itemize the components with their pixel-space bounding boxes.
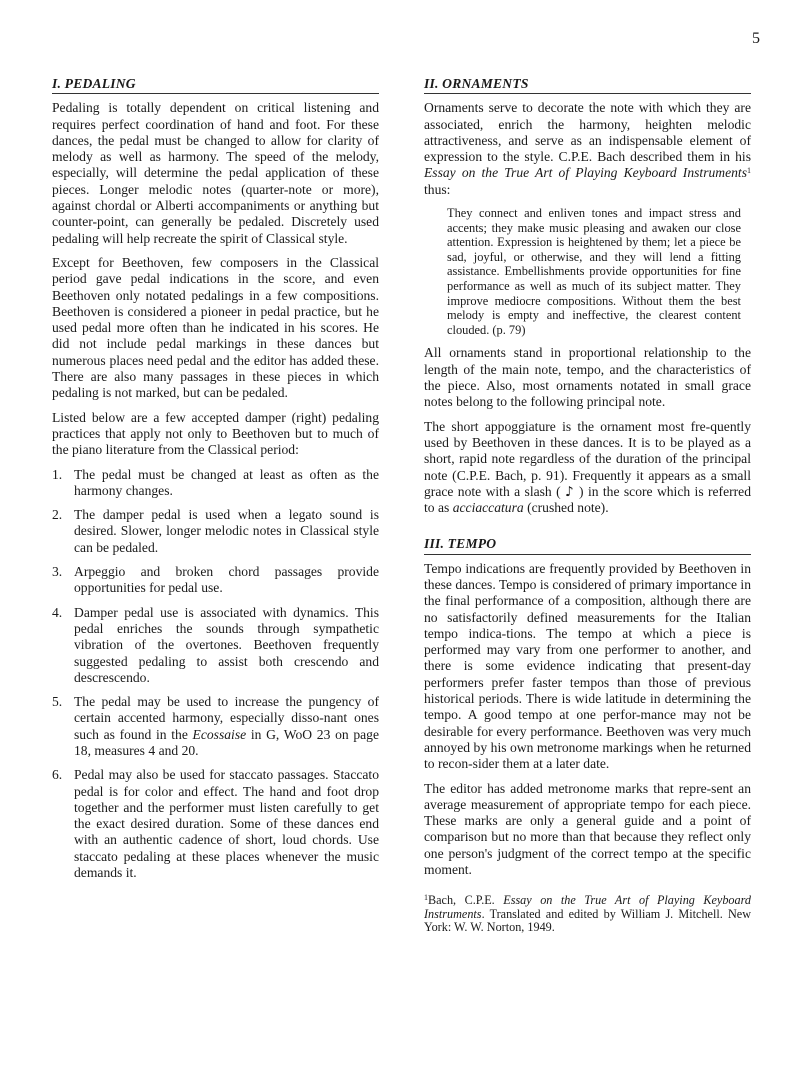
book-title: Essay on the True Art of Playing Keyboard Instruments bbox=[424, 165, 747, 181]
section-heading-pedaling: I. PEDALING bbox=[52, 76, 379, 94]
list-number: 3. bbox=[52, 564, 63, 580]
list-item bbox=[52, 507, 379, 556]
text-part: ) in the score which is referred to as bbox=[424, 483, 751, 516]
left-column bbox=[52, 76, 379, 889]
section-heading-tempo: III. TEMPO bbox=[424, 536, 751, 554]
grace-note-icon: ♪ bbox=[565, 483, 575, 500]
list-number: 4. bbox=[52, 604, 63, 620]
paragraph: Except for Beethoven, few composers in the Classical period gave pedal indications in the score, and even Beethoven only notated pedalings in a few compositions. Beethoven is considered a pioneer in pedal practice, but he used pedal more often than he indicated in his scores. He did not include pedal markings in these dances but numerous places need pedal and the editor has added these. There are also many passages in these pieces in which pedaling is not marked, but can be pedaled. bbox=[52, 254, 379, 401]
list-text: Pedal may also be used for staccato passages. Staccato pedal is for color and effect. The hand and foot drop together and the performer must listen carefully to get the exact desired duration. Some of these dances end with an authentic cadence of short, loud chords. Use staccato pedaling at these places whenever the music demands it. bbox=[74, 767, 379, 881]
text-part: The short appoggiature is the ornament most fre-quently used by Beethoven in these dances. It is to be played as a short, rapid note regardless of the duration of the principal note (C.P.E. Bach, p. 91). Frequently it appears as a small grace note with a slash ( bbox=[424, 418, 751, 499]
paragraph: Tempo indications are frequently provided by Beethoven in these dances. Tempo is considered of primary importance in the final performance of a composition, although there are no satisfactorily defined measurements for the Italian tempo indica-tions. The tempo at which a piece is performed may vary from one performer to another, and there is some evidence indicating that present-day performers prefer faster tempos than those of previous historical periods. There is wide latitude in determining the tempo. A good tempo at one perfor-mance may not be desirable for every performance. Beethoven was very much annoyed by his own metronome markings when he returned to recon-sider them at a later date. bbox=[424, 560, 751, 772]
text-part: thus: bbox=[424, 181, 451, 197]
text-part: Ornaments serve to decorate the note with which they are associated, enrich the harmony, heighten melodic attractiveness, and serve as an indispensable element of expression to the style. C.P.E. Bach described them in his bbox=[424, 100, 751, 165]
list-text-part: in G, WoO 23 on page 18, measures 4 and 20. bbox=[74, 726, 379, 758]
list-item bbox=[52, 564, 379, 597]
paragraph: The editor has added metronome marks that repre-sent an average measurement of appropriate tempo for each piece. These marks are only a general guide and a point of comparison but no more than that because they reflect only one person's judgment of the correct tempo at the specific moment. bbox=[424, 780, 751, 878]
list-item bbox=[52, 467, 379, 500]
footnote-text: . Translated and edited by William J. Mitchell. New York: W. W. Norton, 1949. bbox=[424, 906, 751, 935]
paragraph bbox=[424, 419, 751, 517]
work-title: Ecossaise bbox=[192, 726, 247, 742]
list-text-part: The pedal may be used to increase the pungency of certain accented harmony, especially disso-nant ones such as found in the bbox=[74, 694, 379, 742]
list-text: Damper pedal use is associated with dynamics. This pedal enriches the sounds through sympathetic vibration of the overtones. Beethoven frequently suggested pedaling to assist both crescendo and descrescendo. bbox=[74, 604, 379, 685]
list-item bbox=[52, 694, 379, 759]
list-text: The damper pedal is used when a legato sound is desired. Slower, longer melodic notes in Classical style can be pedaled. bbox=[74, 507, 379, 555]
page-number: 5 bbox=[752, 30, 760, 47]
right-column bbox=[424, 76, 751, 935]
list-number: 5. bbox=[52, 694, 63, 710]
pedaling-practices-list bbox=[52, 467, 379, 882]
footnote-marker: 1 bbox=[424, 893, 428, 903]
paragraph: Listed below are a few accepted damper (right) pedaling practices that apply not only to Beethoven but to much of the piano literature from the Classical period: bbox=[52, 409, 379, 458]
list-number: 1. bbox=[52, 466, 63, 482]
text-part: (crushed note). bbox=[523, 500, 609, 516]
list-text bbox=[74, 694, 379, 759]
paragraph: Pedaling is totally dependent on critical listening and requires perfect coordination of hand and foot. For these dances, the pedal must be changed to allow for clarity of melody as well as harmony. The speed of the melody, especially, will determine the pedal application of these pieces. Longer melodic notes (quarter-note or more), against chordal or Alberti accompaniments or anything but counter-point, can generally be pedaled. Discretely used pedaling will help recreate the spirit of Classical style. bbox=[52, 100, 379, 246]
paragraph: All ornaments stand in proportional relationship to the length of the main note, tempo, and the characteristics of the piece. Also, most ornaments notated in small grace notes belong to the following principal note. bbox=[424, 345, 751, 410]
footnote-marker: 1 bbox=[747, 166, 751, 176]
term: acciaccatura bbox=[452, 500, 524, 516]
list-item bbox=[52, 767, 379, 881]
footnote bbox=[424, 894, 751, 935]
list-number: 6. bbox=[52, 767, 63, 783]
list-text: The pedal must be changed at least as often as the harmony changes. bbox=[74, 466, 379, 498]
book-title: Essay on the True Art of Playing Keyboard Instruments bbox=[424, 893, 752, 921]
block-quote: They connect and enliven tones and impact stress and accents; they make music pleasing and awaken our close attention. Expression is heightened by them; let a piece be sad, joyful, or otherwise, and they will lend a fitting assistance. Embellishments provide opportunities for fine performance as well as much of its subject matter. They improve mediocre compositions. Without them the best melody is empty and ineffective, the clearest content clouded. (p. 79) bbox=[447, 206, 741, 337]
section-heading-ornaments: II. ORNAMENTS bbox=[424, 76, 751, 94]
paragraph bbox=[424, 100, 751, 198]
list-text: Arpeggio and broken chord passages provide opportunities for pedal use. bbox=[74, 564, 379, 596]
list-number: 2. bbox=[52, 507, 63, 523]
footnote-text: Bach, C.P.E. bbox=[428, 893, 504, 908]
list-item bbox=[52, 605, 379, 686]
